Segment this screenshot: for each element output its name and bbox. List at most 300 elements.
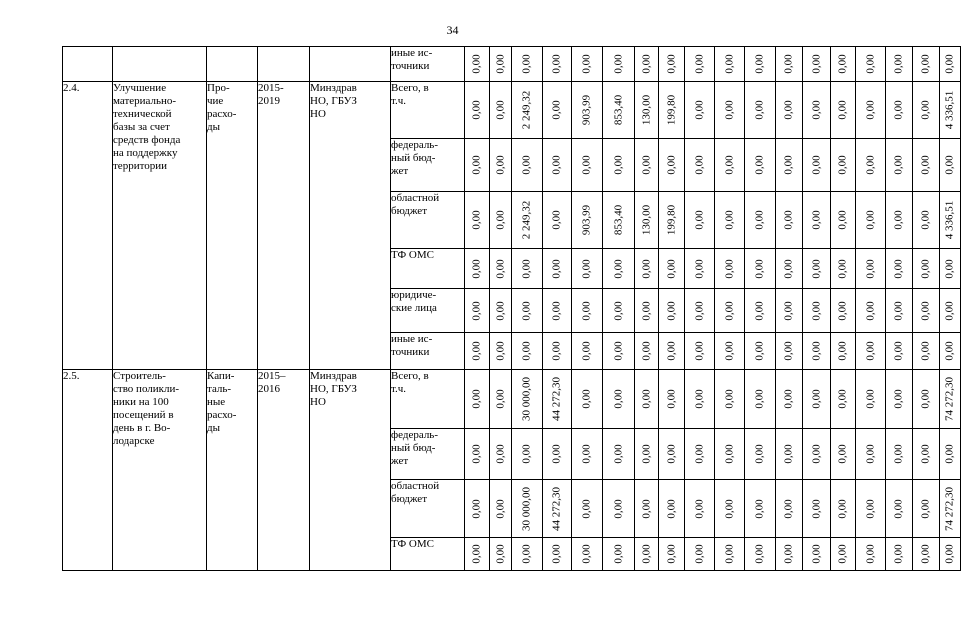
value-cell — [659, 192, 685, 249]
value-text: 0,00 — [810, 300, 822, 321]
value-cell — [635, 249, 659, 289]
value-text: 0,00 — [470, 155, 483, 175]
value-text: 0,00 — [919, 258, 932, 279]
value-cell — [776, 249, 803, 289]
value-cell — [831, 370, 856, 429]
value-cell — [831, 47, 856, 82]
funding-source: областной бюджет — [391, 192, 465, 249]
value-cell — [776, 192, 803, 249]
table-row — [63, 370, 961, 429]
value-cell — [685, 370, 715, 429]
value-cell — [886, 370, 913, 429]
value-cell — [572, 538, 603, 571]
value-text: 0,00 — [810, 341, 822, 361]
value-cell — [543, 538, 572, 571]
item-executor: Минздрав НО, ГБУЗ НО — [310, 82, 391, 370]
value-text: 4 336,51 — [943, 200, 956, 240]
value-text: 0,00 — [864, 300, 876, 321]
value-text: 0,00 — [943, 444, 956, 464]
value-text: 0,00 — [810, 100, 822, 120]
value-text: 0,00 — [580, 54, 593, 74]
value-text: 0,00 — [810, 444, 822, 464]
value-cell — [512, 47, 543, 82]
value-cell — [543, 139, 572, 192]
value-text: 0,00 — [640, 341, 652, 361]
value-text: 0,00 — [723, 341, 735, 361]
value-text: 0,00 — [640, 389, 652, 409]
value-cell — [776, 538, 803, 571]
value-cell — [913, 192, 940, 249]
value-cell — [635, 192, 659, 249]
value-text: 0,00 — [665, 498, 677, 519]
value-cell — [603, 249, 635, 289]
value-text: 0,00 — [782, 258, 795, 279]
value-cell — [490, 538, 512, 571]
funding-source: Всего, в т.ч. — [391, 370, 465, 429]
value-cell — [659, 139, 685, 192]
value-cell — [512, 480, 543, 538]
value-text: 0,00 — [580, 300, 593, 321]
value-cell — [685, 289, 715, 333]
value-text: 0,00 — [494, 54, 506, 74]
value-cell — [745, 370, 776, 429]
item-years — [258, 47, 310, 82]
value-cell — [635, 429, 659, 480]
page-number: 34 — [446, 23, 459, 37]
value-text: 0,00 — [520, 444, 533, 464]
value-text: 0,00 — [723, 54, 735, 74]
item-years: 2015– 2016 — [258, 370, 310, 571]
value-text: 0,00 — [753, 389, 766, 409]
value-text: 0,00 — [919, 444, 932, 464]
value-text: 853,40 — [612, 94, 624, 126]
value-cell — [913, 538, 940, 571]
value-text: 0,00 — [753, 341, 766, 361]
value-text: 0,00 — [494, 300, 506, 321]
budget-table — [62, 46, 961, 571]
value-cell — [572, 192, 603, 249]
value-text: 0,00 — [665, 54, 677, 74]
value-cell — [776, 139, 803, 192]
value-cell — [659, 538, 685, 571]
value-cell — [803, 289, 831, 333]
value-text: 0,00 — [836, 389, 849, 409]
value-text: 0,00 — [550, 444, 563, 464]
value-cell — [685, 47, 715, 82]
value-text: 0,00 — [520, 54, 533, 74]
value-cell — [856, 192, 886, 249]
value-cell — [490, 370, 512, 429]
value-cell — [856, 82, 886, 139]
value-text: 0,00 — [550, 100, 563, 120]
value-cell — [512, 370, 543, 429]
value-cell — [659, 249, 685, 289]
value-cell — [913, 429, 940, 480]
value-cell — [715, 139, 745, 192]
value-text: 0,00 — [470, 341, 483, 361]
value-text: 44 272,30 — [550, 377, 563, 421]
value-cell — [856, 370, 886, 429]
value-text: 0,00 — [693, 444, 705, 464]
value-cell — [940, 249, 961, 289]
value-cell — [913, 139, 940, 192]
value-cell — [603, 370, 635, 429]
value-cell — [603, 333, 635, 370]
value-cell — [685, 480, 715, 538]
value-cell — [603, 289, 635, 333]
value-cell — [572, 480, 603, 538]
value-cell — [940, 289, 961, 333]
value-text: 0,00 — [550, 544, 563, 564]
value-text: 0,00 — [693, 300, 705, 321]
value-cell — [685, 82, 715, 139]
value-cell — [831, 289, 856, 333]
value-cell — [543, 192, 572, 249]
value-text: 0,00 — [836, 341, 849, 361]
value-text: 0,00 — [520, 300, 533, 321]
value-cell — [465, 192, 490, 249]
value-text: 0,00 — [665, 300, 677, 321]
value-cell — [465, 82, 490, 139]
value-cell — [659, 480, 685, 538]
value-text: 0,00 — [665, 341, 677, 361]
value-text: 0,00 — [864, 210, 876, 230]
value-text: 0,00 — [836, 210, 849, 230]
value-cell — [635, 139, 659, 192]
value-cell — [635, 82, 659, 139]
value-text: 30 000,00 — [520, 486, 533, 531]
value-cell — [490, 480, 512, 538]
value-text: 0,00 — [919, 544, 932, 564]
value-cell — [543, 47, 572, 82]
value-cell — [886, 429, 913, 480]
value-text: 4 336,51 — [943, 90, 956, 130]
value-text: 0,00 — [836, 444, 849, 464]
value-text: 0,00 — [693, 341, 705, 361]
value-text: 0,00 — [892, 258, 905, 279]
value-text: 0,00 — [892, 498, 905, 519]
value-cell — [715, 289, 745, 333]
value-text: 0,00 — [580, 389, 593, 409]
value-text: 0,00 — [892, 341, 905, 361]
value-cell — [465, 139, 490, 192]
value-cell — [543, 82, 572, 139]
value-text: 0,00 — [693, 544, 705, 564]
value-cell — [465, 538, 490, 571]
value-text: 0,00 — [494, 544, 506, 564]
value-cell — [831, 139, 856, 192]
value-text: 0,00 — [693, 258, 705, 279]
value-text: 0,00 — [753, 258, 766, 279]
value-text: 0,00 — [753, 54, 766, 74]
funding-source: иные ис- точники — [391, 333, 465, 370]
value-text: 0,00 — [470, 389, 483, 409]
value-text: 0,00 — [470, 54, 483, 74]
value-cell — [886, 192, 913, 249]
value-text: 0,00 — [612, 258, 624, 279]
value-cell — [886, 480, 913, 538]
item-number: 2.4. — [63, 82, 113, 370]
value-text: 0,00 — [640, 155, 652, 175]
value-text: 0,00 — [665, 444, 677, 464]
value-text: 0,00 — [919, 389, 932, 409]
value-cell — [635, 333, 659, 370]
item-name: Строитель- ство поликли- ники на 100 посещений в день в г. Во- лодарске — [113, 370, 207, 571]
value-cell — [776, 47, 803, 82]
value-text: 0,00 — [864, 258, 876, 279]
value-text: 0,00 — [550, 258, 563, 279]
value-cell — [715, 429, 745, 480]
value-text: 0,00 — [753, 155, 766, 175]
value-cell — [913, 249, 940, 289]
value-text: 0,00 — [782, 341, 795, 361]
value-text: 0,00 — [919, 498, 932, 519]
value-cell — [803, 429, 831, 480]
value-text: 903,99 — [580, 204, 593, 236]
value-text: 0,00 — [693, 100, 705, 120]
value-cell — [940, 82, 961, 139]
value-text: 0,00 — [836, 258, 849, 279]
value-cell — [659, 429, 685, 480]
value-cell — [635, 538, 659, 571]
value-text: 0,00 — [782, 544, 795, 564]
value-text: 130,00 — [640, 94, 652, 126]
value-text: 0,00 — [693, 54, 705, 74]
value-cell — [886, 249, 913, 289]
value-cell — [745, 192, 776, 249]
value-text: 0,00 — [665, 258, 677, 279]
value-text: 0,00 — [753, 444, 766, 464]
funding-source: ТФ ОМС — [391, 249, 465, 289]
value-cell — [465, 249, 490, 289]
expense-type: Капи- таль- ные расхо- ды — [207, 370, 258, 571]
item-executor — [310, 47, 391, 82]
value-text: 199,80 — [665, 204, 677, 236]
value-text: 0,00 — [494, 258, 506, 279]
value-cell — [543, 480, 572, 538]
value-cell — [490, 139, 512, 192]
value-text: 0,00 — [892, 54, 905, 74]
value-text: 0,00 — [612, 498, 624, 519]
value-cell — [776, 82, 803, 139]
funding-source: федераль- ный бюд- жет — [391, 429, 465, 480]
value-text: 0,00 — [470, 300, 483, 321]
value-text: 0,00 — [550, 210, 563, 230]
value-cell — [913, 333, 940, 370]
value-cell — [831, 429, 856, 480]
value-text: 0,00 — [864, 54, 876, 74]
value-cell — [856, 538, 886, 571]
item-name — [113, 47, 207, 82]
value-cell — [543, 429, 572, 480]
value-text: 0,00 — [810, 498, 822, 519]
value-text: 199,80 — [665, 94, 677, 126]
value-text: 0,00 — [520, 341, 533, 361]
value-text: 0,00 — [550, 155, 563, 175]
value-cell — [512, 289, 543, 333]
value-cell — [512, 538, 543, 571]
value-cell — [831, 480, 856, 538]
value-text: 0,00 — [470, 100, 483, 120]
value-cell — [603, 192, 635, 249]
value-cell — [685, 139, 715, 192]
value-cell — [715, 480, 745, 538]
expense-type — [207, 47, 258, 82]
value-text: 0,00 — [520, 155, 533, 175]
table-row — [63, 82, 961, 139]
value-cell — [886, 139, 913, 192]
value-text: 0,00 — [612, 341, 624, 361]
value-text: 0,00 — [782, 210, 795, 230]
table-row — [63, 47, 961, 82]
value-text: 0,00 — [836, 498, 849, 519]
value-text: 0,00 — [919, 300, 932, 321]
value-text: 0,00 — [892, 210, 905, 230]
value-text: 0,00 — [753, 210, 766, 230]
value-cell — [490, 82, 512, 139]
value-cell — [803, 370, 831, 429]
value-cell — [572, 139, 603, 192]
value-text: 0,00 — [864, 498, 876, 519]
value-text: 0,00 — [723, 258, 735, 279]
value-cell — [603, 82, 635, 139]
value-text: 0,00 — [892, 444, 905, 464]
value-text: 0,00 — [723, 444, 735, 464]
funding-source: иные ис- точники — [391, 47, 465, 82]
value-text: 0,00 — [612, 544, 624, 564]
value-text: 0,00 — [494, 498, 506, 519]
value-text: 0,00 — [919, 100, 932, 120]
value-cell — [776, 333, 803, 370]
value-cell — [603, 429, 635, 480]
expense-type: Про- чие расхо- ды — [207, 82, 258, 370]
value-text: 0,00 — [640, 544, 652, 564]
value-cell — [465, 289, 490, 333]
value-text: 2 249,32 — [520, 200, 533, 240]
value-cell — [745, 429, 776, 480]
value-cell — [856, 139, 886, 192]
value-cell — [543, 249, 572, 289]
value-text: 0,00 — [580, 258, 593, 279]
value-cell — [715, 249, 745, 289]
value-text: 0,00 — [782, 100, 795, 120]
value-cell — [490, 249, 512, 289]
value-text: 0,00 — [494, 155, 506, 175]
value-cell — [776, 370, 803, 429]
value-text: 0,00 — [943, 341, 956, 361]
value-text: 0,00 — [943, 155, 956, 175]
value-cell — [490, 289, 512, 333]
value-text: 0,00 — [782, 155, 795, 175]
value-cell — [635, 370, 659, 429]
value-text: 0,00 — [580, 155, 593, 175]
value-cell — [572, 82, 603, 139]
value-text: 0,00 — [753, 100, 766, 120]
value-cell — [831, 333, 856, 370]
value-cell — [886, 333, 913, 370]
value-cell — [745, 139, 776, 192]
value-cell — [803, 480, 831, 538]
value-cell — [685, 429, 715, 480]
value-cell — [745, 249, 776, 289]
value-cell — [940, 370, 961, 429]
value-text: 0,00 — [723, 389, 735, 409]
value-cell — [856, 289, 886, 333]
value-text: 74 272,30 — [943, 377, 956, 421]
value-text: 0,00 — [782, 54, 795, 74]
value-text: 0,00 — [470, 258, 483, 279]
value-text: 0,00 — [892, 100, 905, 120]
value-cell — [745, 82, 776, 139]
value-cell — [940, 47, 961, 82]
value-text: 0,00 — [810, 389, 822, 409]
funding-source: федераль- ный бюд- жет — [391, 139, 465, 192]
value-cell — [512, 192, 543, 249]
value-text: 0,00 — [943, 54, 956, 74]
value-cell — [512, 333, 543, 370]
value-cell — [940, 538, 961, 571]
value-text: 0,00 — [810, 210, 822, 230]
value-text: 0,00 — [864, 341, 876, 361]
value-text: 0,00 — [470, 498, 483, 519]
value-text: 0,00 — [864, 155, 876, 175]
item-years: 2015- 2019 — [258, 82, 310, 370]
value-text: 0,00 — [494, 210, 506, 230]
value-cell — [803, 47, 831, 82]
value-text: 0,00 — [665, 389, 677, 409]
value-text: 0,00 — [640, 300, 652, 321]
value-text: 44 272,30 — [550, 486, 563, 531]
value-text: 0,00 — [723, 544, 735, 564]
value-cell — [512, 249, 543, 289]
value-text: 0,00 — [640, 444, 652, 464]
value-text: 0,00 — [640, 54, 652, 74]
value-text: 903,99 — [580, 94, 593, 126]
value-cell — [715, 82, 745, 139]
value-cell — [715, 333, 745, 370]
value-cell — [715, 538, 745, 571]
value-text: 0,00 — [580, 498, 593, 519]
value-text: 0,00 — [723, 300, 735, 321]
value-cell — [715, 47, 745, 82]
value-text: 0,00 — [665, 544, 677, 564]
value-text: 0,00 — [919, 210, 932, 230]
value-cell — [465, 480, 490, 538]
value-text: 0,00 — [494, 100, 506, 120]
value-cell — [659, 289, 685, 333]
value-cell — [856, 249, 886, 289]
value-cell — [913, 289, 940, 333]
value-text: 0,00 — [640, 498, 652, 519]
value-cell — [603, 480, 635, 538]
item-executor: Минздрав НО, ГБУЗ НО — [310, 370, 391, 571]
value-cell — [603, 538, 635, 571]
value-text: 0,00 — [810, 544, 822, 564]
value-cell — [685, 249, 715, 289]
value-text: 0,00 — [892, 155, 905, 175]
value-cell — [543, 370, 572, 429]
value-cell — [776, 289, 803, 333]
value-text: 0,00 — [470, 210, 483, 230]
value-cell — [803, 82, 831, 139]
value-text: 0,00 — [836, 300, 849, 321]
value-cell — [685, 333, 715, 370]
funding-source: юридиче- ские лица — [391, 289, 465, 333]
value-cell — [572, 370, 603, 429]
value-cell — [659, 333, 685, 370]
value-cell — [856, 480, 886, 538]
value-text: 0,00 — [612, 155, 624, 175]
